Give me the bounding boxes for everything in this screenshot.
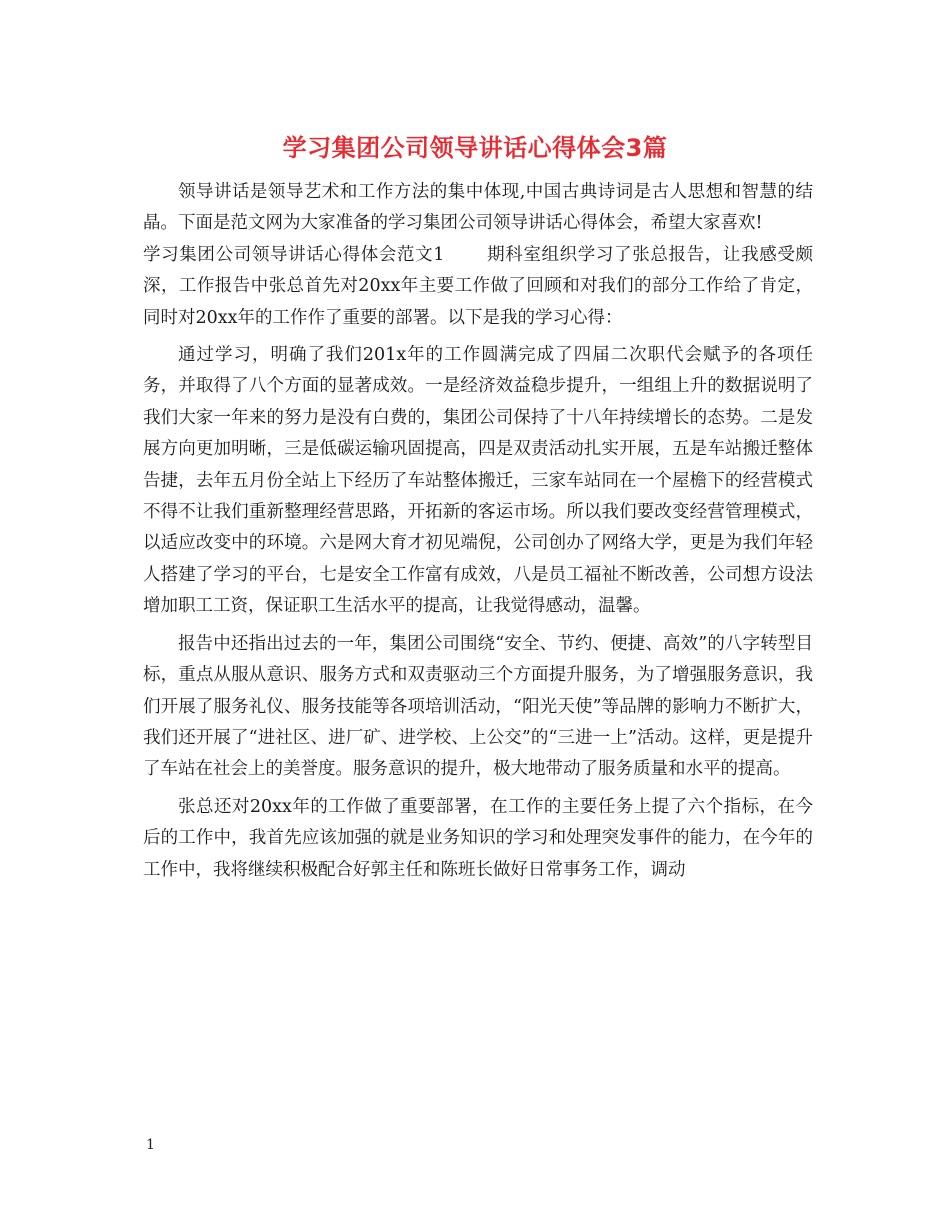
document-body	[143, 177, 813, 886]
page-number: 1	[146, 1137, 155, 1153]
document-title: 学习集团公司领导讲话心得体会3篇	[282, 134, 668, 162]
body-paragraph-2: 报告中还指出过去的一年，集团公司围绕“安全、节约、便捷、高效”的八字转型目标，重点从服从意识、服务方式和双责驱动三个方面提升服务，为了增强服务意识，我们开展了服务礼仪、服务技能等各项培训活动，“阳光天使”等品牌的影响力不断扩大，我们还开展了“进社区、进厂矿、进学校、上公交”的“三进一上”活动。这样，更是提升了车站在社会上的美誉度。服务意识的提升，极大地带动了服务质量和水平的提高。	[143, 633, 813, 780]
intro-paragraph: 领导讲话是领导艺术和工作方法的集中体现,中国古典诗词是古人思想和智慧的结晶。下面是范文网为大家准备的学习集团公司领导讲话心得体会，希望大家喜欢!	[143, 182, 813, 234]
section-paragraph	[143, 240, 813, 334]
body-paragraph-1: 通过学习，明确了我们201x年的工作圆满完成了四届二次职代会赋予的各项任务，并取得了八个方面的显著成效。一是经济效益稳步提升，一组组上升的数据说明了我们大家一年来的努力是没有白费的，集团公司保持了十八年持续增长的态势。二是发展方向更加明晰，三是低碳运输巩固提高，四是双责活动扎实开展，五是车站搬迁整体告捷，去年五月份全站上下经历了车站整体搬迁，三家车站同在一个屋檐下的经营模式不得不让我们重新整理经营思路，开拓新的客运市场。所以我们要改变经营管理模式，以适应改变中的环境。六是网大育才初见端倪，公司创办了网络大学，更是为我们年轻人搭建了学习的平台，七是安全工作富有成效，八是员工福祉不断改善，公司想方设法增加职工工资，保证职工生活水平的提高，让我觉得感动，温馨。	[143, 345, 813, 617]
section-lead: 期科室组织学习了张总报告，让我感受颇深，工作报告中张总首先对20xx年主要工作做了回顾和对我们的部分工作给了肯定，同时对20xx年的工作作了重要的部署。以下是我的学习心得：	[143, 244, 813, 328]
section-heading: 学习集团公司领导讲话心得体会范文1	[143, 244, 445, 265]
body-paragraph-3: 张总还对20xx年的工作做了重要部署，在工作的主要任务上提了六个指标，在今后的工作中，我首先应该加强的就是业务知识的学习和处理突发事件的能力，在今年的工作中，我将继续积极配合好郭主任和陈班长做好日常事务工作，调动	[143, 796, 813, 880]
